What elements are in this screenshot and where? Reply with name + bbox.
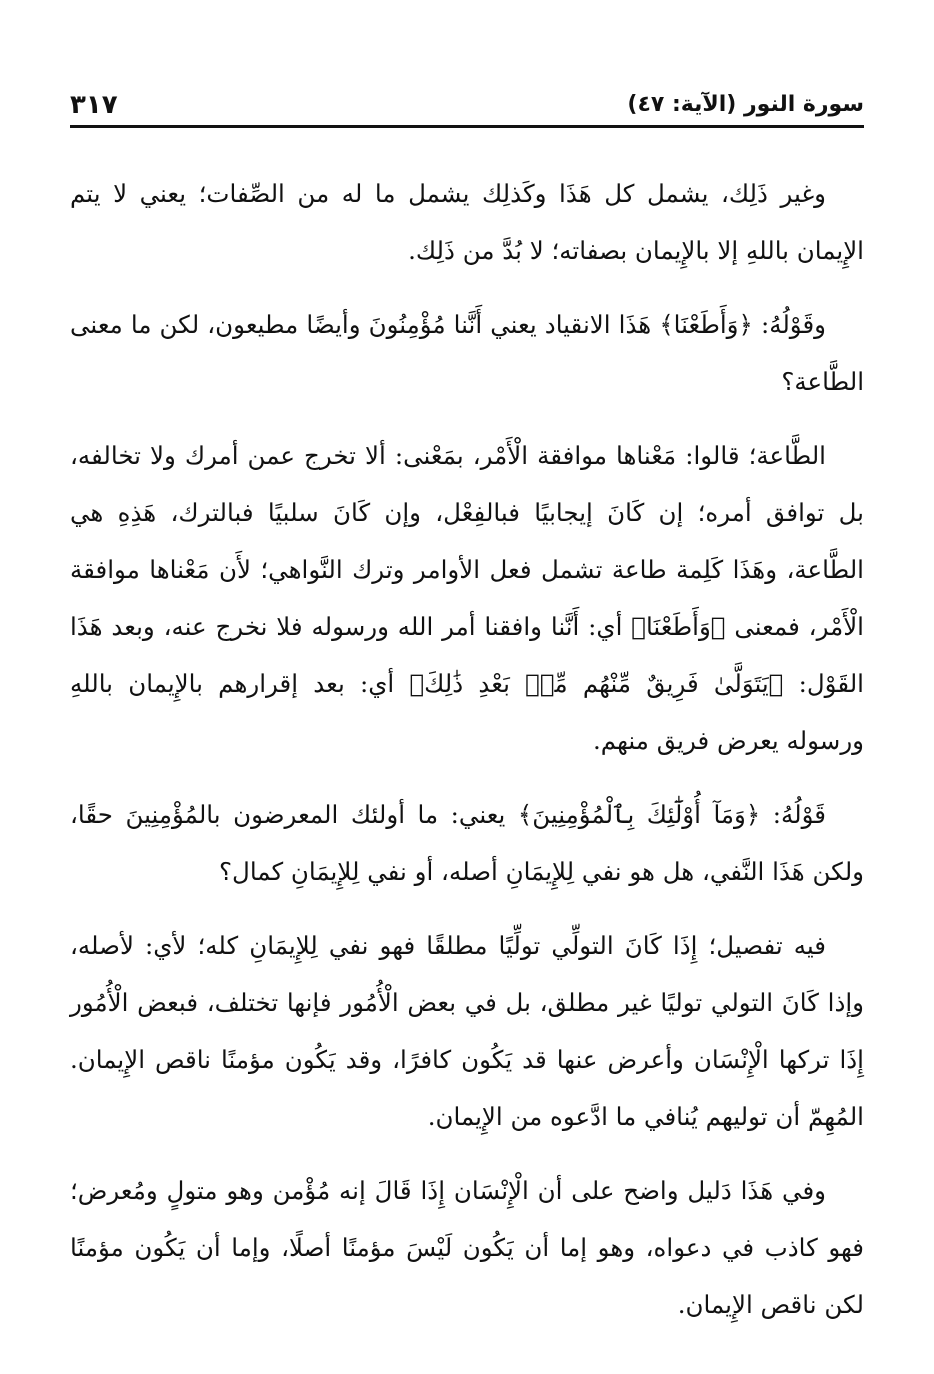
page-number: ٣١٧ [70, 90, 118, 120]
paragraph-6: وفي هَذَا دَليل واضح على أن الْإِنْسَان إِذَا قَالَ إنه مُؤْمن وهو متولٍ ومُعرض؛ فهو كاذب في دعواه، وهو إما أن يَكُون لَيْسَ مؤمنًا أصلًا، وإما أن يَكُون مؤمنًا لكن ناقص الإِيمان. [70, 1176, 864, 1319]
paragraph-3: الطَّاعة؛ قالوا: مَعْناها موافقة الْأَمْر، بمَعْنى: ألا تخرج عمن أمرك ولا تخالفه، بل توافق أمره؛ إن كَانَ إيجابيًا فبالفِعْل، وإن كَانَ سلبيًا فبالترك، هَذِهِ هي الطَّاعة، وهَذَا كَلِمة طاعة تشمل فعل الأوامر وترك النَّواهي؛ لأَن مَعْناها موافقة الْأَمْر، فمعنى ﴿وَأَطَعْنَا﴾ أي: أَنَّنا وافقنا أمر الله ورسوله فلا نخرج عنه، وبعد هَذَا القَوْل: ﴿يَتَوَلَّىٰ فَرِيقٌ مِّنْهُم مِّنۢ بَعْدِ ذَٰلِكَ﴾ أي: بعد إقرارهم بالإِيمان باللهِ ورسوله يعرض فريق منهم. [70, 441, 864, 755]
paragraph-5: فيه تفصيل؛ إِذَا كَانَ التولِّي تولِّيًا مطلقًا فهو نفي لِلإِيمَانِ كله؛ لأي: لأصله، وإذا كَانَ التولي توليًا غير مطلق، بل في بعض الْأُمُور فإنها تختلف، فبعض الْأُمُور إِذَا تركها الْإِنْسَان وأعرض عنها قد يَكُون كافرًا، وقد يَكُون مؤمنًا ناقص الإِيمان. المُهِمّ أن توليهم يُنافي ما ادَّعوه من الإِيمان. [70, 931, 864, 1131]
page-header [70, 86, 864, 126]
body-text [70, 165, 864, 1350]
running-title: سورة النور (الآية: ٤٧) [627, 92, 864, 117]
header-rule [70, 125, 864, 128]
paragraph-1: وغير ذَلِك، يشمل كل هَذَا وكَذلِك يشمل ما له من الصِّفات؛ يعني لا يتم الإِيمان باللهِ إلا بالإِيمان بصفاته؛ لا بُدَّ من ذَلِك. [70, 179, 864, 265]
paragraph-4: قَوْلُهُ: ﴿وَمَآ أُوْلَٰٓئِكَ بِٱلْمُؤْمِنِينَ﴾ يعني: ما أولئك المعرضون بالمُؤْمِنِينَ حقًا، ولكن هَذَا النَّفي، هل هو نفي لِلإِيمَانِ أصله، أو نفي لِلإِيمَانِ كمال؟ [70, 800, 864, 886]
paragraph-2: وقَوْلُهُ: ﴿وَأَطَعْنَا﴾ هَذَا الانقياد يعني أَنَّنا مُؤْمِنُونَ وأيضًا مطيعون، لكن ما معنى الطَّاعة؟ [70, 310, 864, 396]
